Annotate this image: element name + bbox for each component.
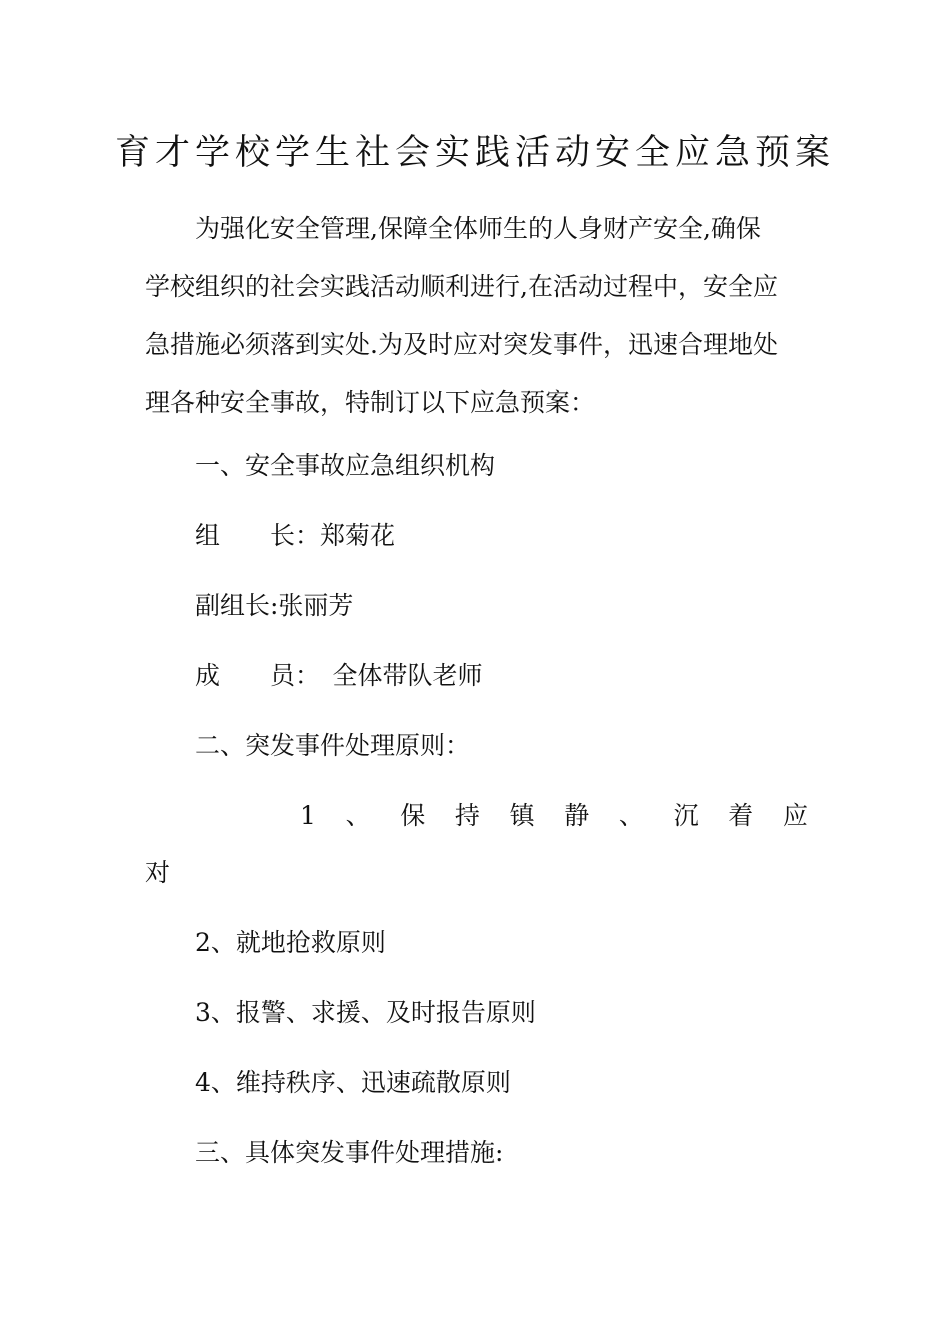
document-title: 育才学校学生社会实践活动安全应急预案	[114, 133, 835, 173]
principle1-char: 保	[400, 801, 426, 830]
principle1-char: 镇	[509, 801, 535, 830]
section3-heading: 三、具体突发事件处理措施:	[195, 1138, 504, 1167]
principle1-char: 1	[300, 801, 316, 830]
principle1-char: 、	[345, 801, 371, 830]
intro-line: 理各种安全事故，特制订以下应急预案：	[145, 388, 596, 417]
members-line: 成 员： 全体带队老师	[195, 661, 483, 690]
principle1-char: 沉	[673, 801, 699, 830]
section1-heading: 一、安全事故应急组织机构	[195, 451, 496, 480]
intro-line: 学校组织的社会实践活动顺利进行,在活动过程中，安全应	[145, 272, 778, 301]
principle1-char: 、	[618, 801, 644, 830]
intro-paragraph	[145, 200, 807, 432]
section2-heading: 二、突发事件处理原则：	[195, 731, 471, 760]
principle3-line: 3、报警、求援、及时报告原则	[195, 998, 536, 1027]
principle1-line	[300, 796, 808, 836]
principle2-line: 2、就地抢救原则	[195, 928, 386, 957]
intro-line: 急措施必须落到实处.为及时应对突发事件，迅速合理地处	[145, 330, 778, 359]
principle1-char: 静	[564, 801, 590, 830]
intro-line: 为强化安全管理,保障全体师生的人身财产安全,确保	[195, 214, 761, 243]
principle1-char: 持	[454, 801, 480, 830]
vice-leader-line: 副组长:张丽芳	[195, 591, 354, 620]
principle1-char: 着	[728, 801, 754, 830]
principle1-char: 应	[782, 801, 808, 830]
leader-line: 组 长：郑菊花	[195, 521, 396, 550]
principle1-wrap: 对	[145, 858, 171, 887]
principle4-line: 4、维持秩序、迅速疏散原则	[195, 1068, 511, 1097]
